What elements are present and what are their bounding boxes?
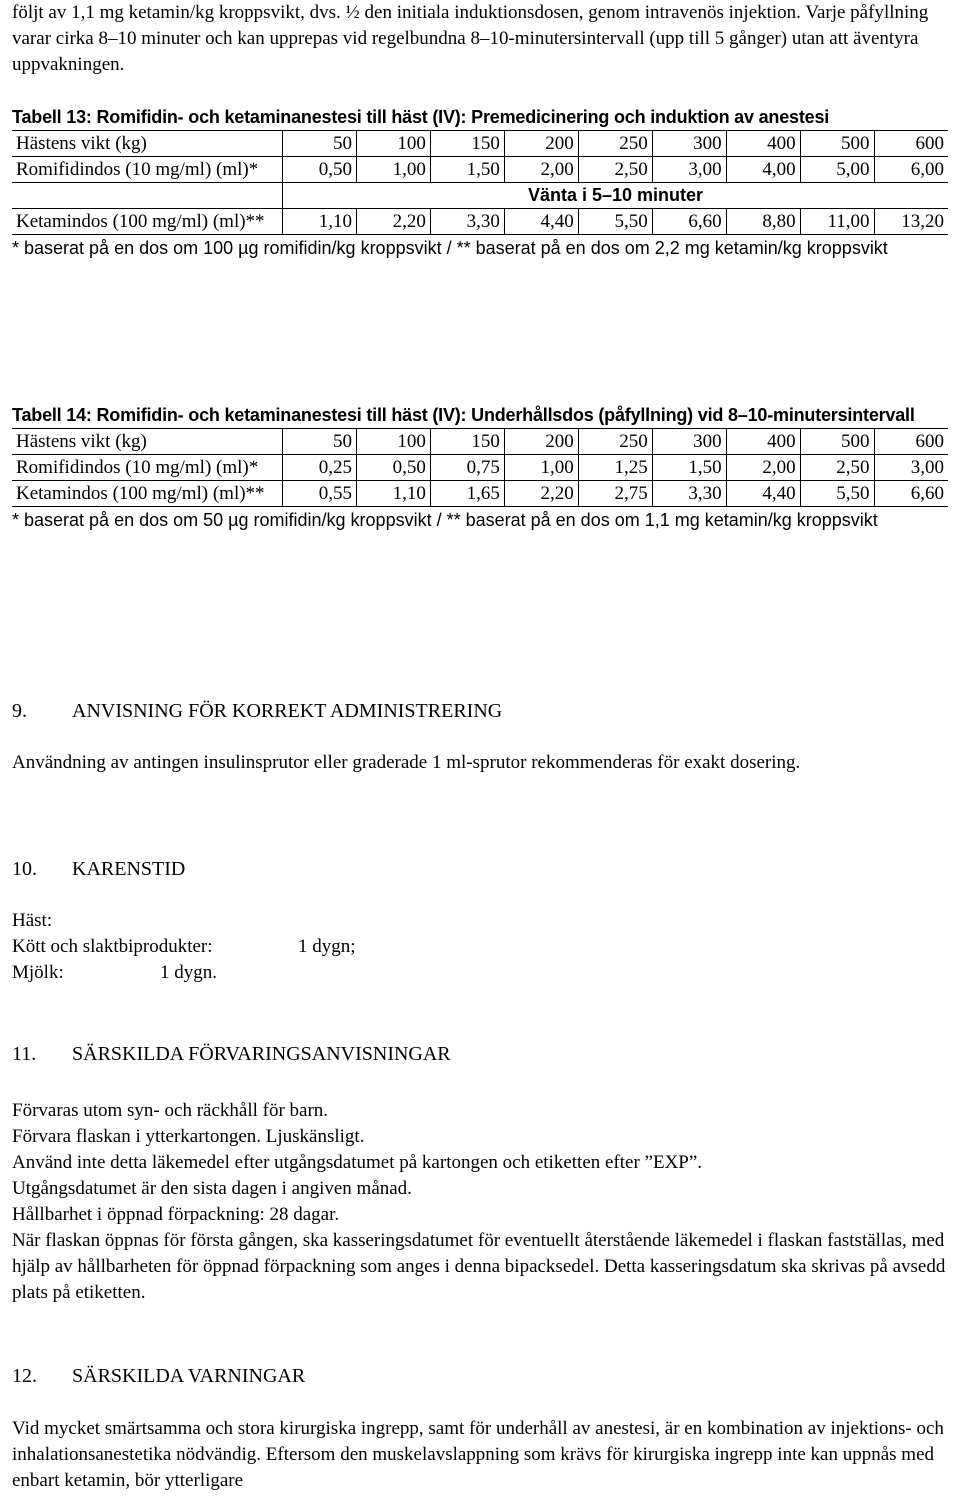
empty-cell — [12, 183, 283, 209]
ketamin-cell: 2,20 — [504, 481, 578, 507]
ketamin-cell: 6,60 — [652, 209, 726, 235]
intro-paragraph: följt av 1,1 mg ketamin/kg kroppsvikt, dvs. ½ den initiala induktionsdosen, genom intravenös injektion. Varje påfyllning varar cirka 8–10 minuter och kan upprepas vid regelbundna 8–10-minutersintervall (upp till 5 gånger) utan att äventyra uppvakningen. — [12, 2, 929, 75]
meat-label: Kött och slaktbiprodukter: — [12, 936, 213, 957]
withdrawal-period — [12, 908, 948, 986]
weight-cell: 100 — [356, 131, 430, 157]
section-title: SÄRSKILDA VARNINGAR — [72, 1365, 306, 1387]
weight-label: Hästens vikt (kg) — [12, 429, 283, 455]
table-row — [12, 157, 948, 183]
table-row — [12, 429, 948, 455]
ketamin-cell: 4,40 — [504, 209, 578, 235]
ketamin-cell: 1,65 — [430, 481, 504, 507]
romifidin-cell: 2,50 — [578, 157, 652, 183]
ketamin-cell: 3,30 — [430, 209, 504, 235]
table-13 — [12, 130, 948, 235]
section-number: 11. — [12, 1043, 37, 1065]
storage-line: Använd inte detta läkemedel efter utgångsdatumet på kartongen och etiketten efter ”EXP”. — [12, 1152, 703, 1173]
meat-value: 1 dygn; — [298, 936, 356, 957]
weight-cell: 200 — [504, 429, 578, 455]
weight-cell: 50 — [283, 131, 357, 157]
weight-cell: 500 — [800, 131, 874, 157]
romifidin-cell: 3,00 — [652, 157, 726, 183]
ketamin-cell: 8,80 — [726, 209, 800, 235]
ketamin-cell: 2,20 — [356, 209, 430, 235]
section-number: 9. — [12, 700, 27, 722]
weight-cell: 400 — [726, 429, 800, 455]
weight-cell: 250 — [578, 131, 652, 157]
romifidin-cell: 4,00 — [726, 157, 800, 183]
ketamin-cell: 13,20 — [874, 209, 948, 235]
romifidin-cell: 1,00 — [504, 455, 578, 481]
romifidin-cell: 1,25 — [578, 455, 652, 481]
table-13-caption: Tabell 13: Romifidin- och ketaminanestesi till häst (IV): Premedicinering och induktion av anestesi — [12, 107, 830, 127]
weight-cell: 400 — [726, 131, 800, 157]
section-12-body: Vid mycket smärtsamma och stora kirurgiska ingrepp, samt för underhåll av anestesi, är en kombination av injektions- och inhalationsanestetika nödvändig. Eftersom den muskelavslappning som krävs för kirurgiska ingrepp inte kan uppnås med enbart ketamin, bör ytterligare — [12, 1418, 944, 1491]
romifidin-cell: 0,50 — [356, 455, 430, 481]
table-row — [12, 183, 948, 209]
ketamin-label: Ketamindos (100 mg/ml) (ml)** — [12, 209, 283, 235]
weight-cell: 250 — [578, 429, 652, 455]
weight-cell: 50 — [283, 429, 357, 455]
weight-cell: 150 — [430, 429, 504, 455]
milk-row — [12, 960, 948, 986]
romifidin-cell: 0,25 — [283, 455, 357, 481]
section-title: SÄRSKILDA FÖRVARINGSANVISNINGAR — [72, 1043, 451, 1065]
ketamin-cell: 5,50 — [578, 209, 652, 235]
ketamin-cell: 1,10 — [356, 481, 430, 507]
section-title: ANVISNING FÖR KORREKT ADMINISTRERING — [72, 700, 503, 722]
romifidin-cell: 1,00 — [356, 157, 430, 183]
storage-line: När flaskan öppnas för första gången, ska kasseringsdatumet för eventuellt återstående läkemedel i flaskan fastställas, med hjälp av hållbarheten för öppnad förpackning som anges i denna bipacksedel. Detta kasseringsdatum ska skrivas på avsedd plats på etiketten. — [12, 1230, 946, 1303]
table-row — [12, 481, 948, 507]
ketamin-cell: 0,55 — [283, 481, 357, 507]
section-10-heading — [12, 856, 185, 882]
romifidin-cell: 0,75 — [430, 455, 504, 481]
storage-instructions — [12, 1098, 948, 1306]
romifidin-cell: 5,00 — [800, 157, 874, 183]
ketamin-cell: 2,75 — [578, 481, 652, 507]
milk-label: Mjölk: — [12, 962, 64, 983]
section-12-heading — [12, 1363, 305, 1389]
section-11-heading — [12, 1041, 451, 1067]
table-14-footnote: * baserat på en dos om 50 µg romifidin/kg kroppsvikt / ** baserat på en dos om 1,1 mg ketamin/kg kroppsvikt — [12, 510, 878, 530]
weight-cell: 500 — [800, 429, 874, 455]
species-label: Häst: — [12, 910, 53, 931]
ketamin-cell: 6,60 — [874, 481, 948, 507]
section-number: 12. — [12, 1365, 37, 1387]
weight-cell: 600 — [874, 131, 948, 157]
romifidin-cell: 1,50 — [430, 157, 504, 183]
weight-cell: 300 — [652, 131, 726, 157]
romifidin-cell: 2,00 — [504, 157, 578, 183]
weight-cell: 200 — [504, 131, 578, 157]
romifidin-cell: 0,50 — [283, 157, 357, 183]
table-14-block — [12, 402, 948, 533]
weight-label: Hästens vikt (kg) — [12, 131, 283, 157]
ketamin-label: Ketamindos (100 mg/ml) (ml)** — [12, 481, 283, 507]
table-13-block — [12, 104, 948, 261]
milk-value: 1 dygn. — [160, 962, 217, 983]
ketamin-cell: 11,00 — [800, 209, 874, 235]
section-9-body: Användning av antingen insulinsprutor eller graderade 1 ml-sprutor rekommenderas för exakt dosering. — [12, 752, 801, 773]
weight-cell: 300 — [652, 429, 726, 455]
section-title: KARENSTID — [72, 858, 186, 880]
storage-line: Hållbarhet i öppnad förpackning: 28 dagar. — [12, 1204, 340, 1225]
table-14 — [12, 428, 948, 507]
section-number: 10. — [12, 858, 37, 880]
ketamin-cell: 4,40 — [726, 481, 800, 507]
weight-cell: 100 — [356, 429, 430, 455]
table-row — [12, 455, 948, 481]
weight-cell: 150 — [430, 131, 504, 157]
romifidin-label: Romifidindos (10 mg/ml) (ml)* — [12, 455, 283, 481]
storage-line: Förvaras utom syn- och räckhåll för barn. — [12, 1100, 329, 1121]
table-13-footnote: * baserat på en dos om 100 µg romifidin/kg kroppsvikt / ** baserat på en dos om 2,2 mg ketamin/kg kroppsvikt — [12, 238, 888, 258]
weight-cell: 600 — [874, 429, 948, 455]
romifidin-cell: 3,00 — [874, 455, 948, 481]
romifidin-cell: 2,00 — [726, 455, 800, 481]
storage-line: Utgångsdatumet är den sista dagen i angiven månad. — [12, 1178, 412, 1199]
romifidin-cell: 2,50 — [800, 455, 874, 481]
storage-line: Förvara flaskan i ytterkartongen. Ljuskänsligt. — [12, 1126, 365, 1147]
ketamin-cell: 3,30 — [652, 481, 726, 507]
romifidin-cell: 6,00 — [874, 157, 948, 183]
table-14-caption: Tabell 14: Romifidin- och ketaminanestesi till häst (IV): Underhållsdos (påfyllning) vid 8–10-minutersintervall — [12, 405, 915, 425]
wait-instruction: Vänta i 5–10 minuter — [283, 183, 949, 209]
section-9-heading — [12, 698, 502, 724]
meat-row — [12, 934, 948, 960]
romifidin-label: Romifidindos (10 mg/ml) (ml)* — [12, 157, 283, 183]
table-row — [12, 131, 948, 157]
romifidin-cell: 1,50 — [652, 455, 726, 481]
ketamin-cell: 1,10 — [283, 209, 357, 235]
ketamin-cell: 5,50 — [800, 481, 874, 507]
table-row — [12, 209, 948, 235]
